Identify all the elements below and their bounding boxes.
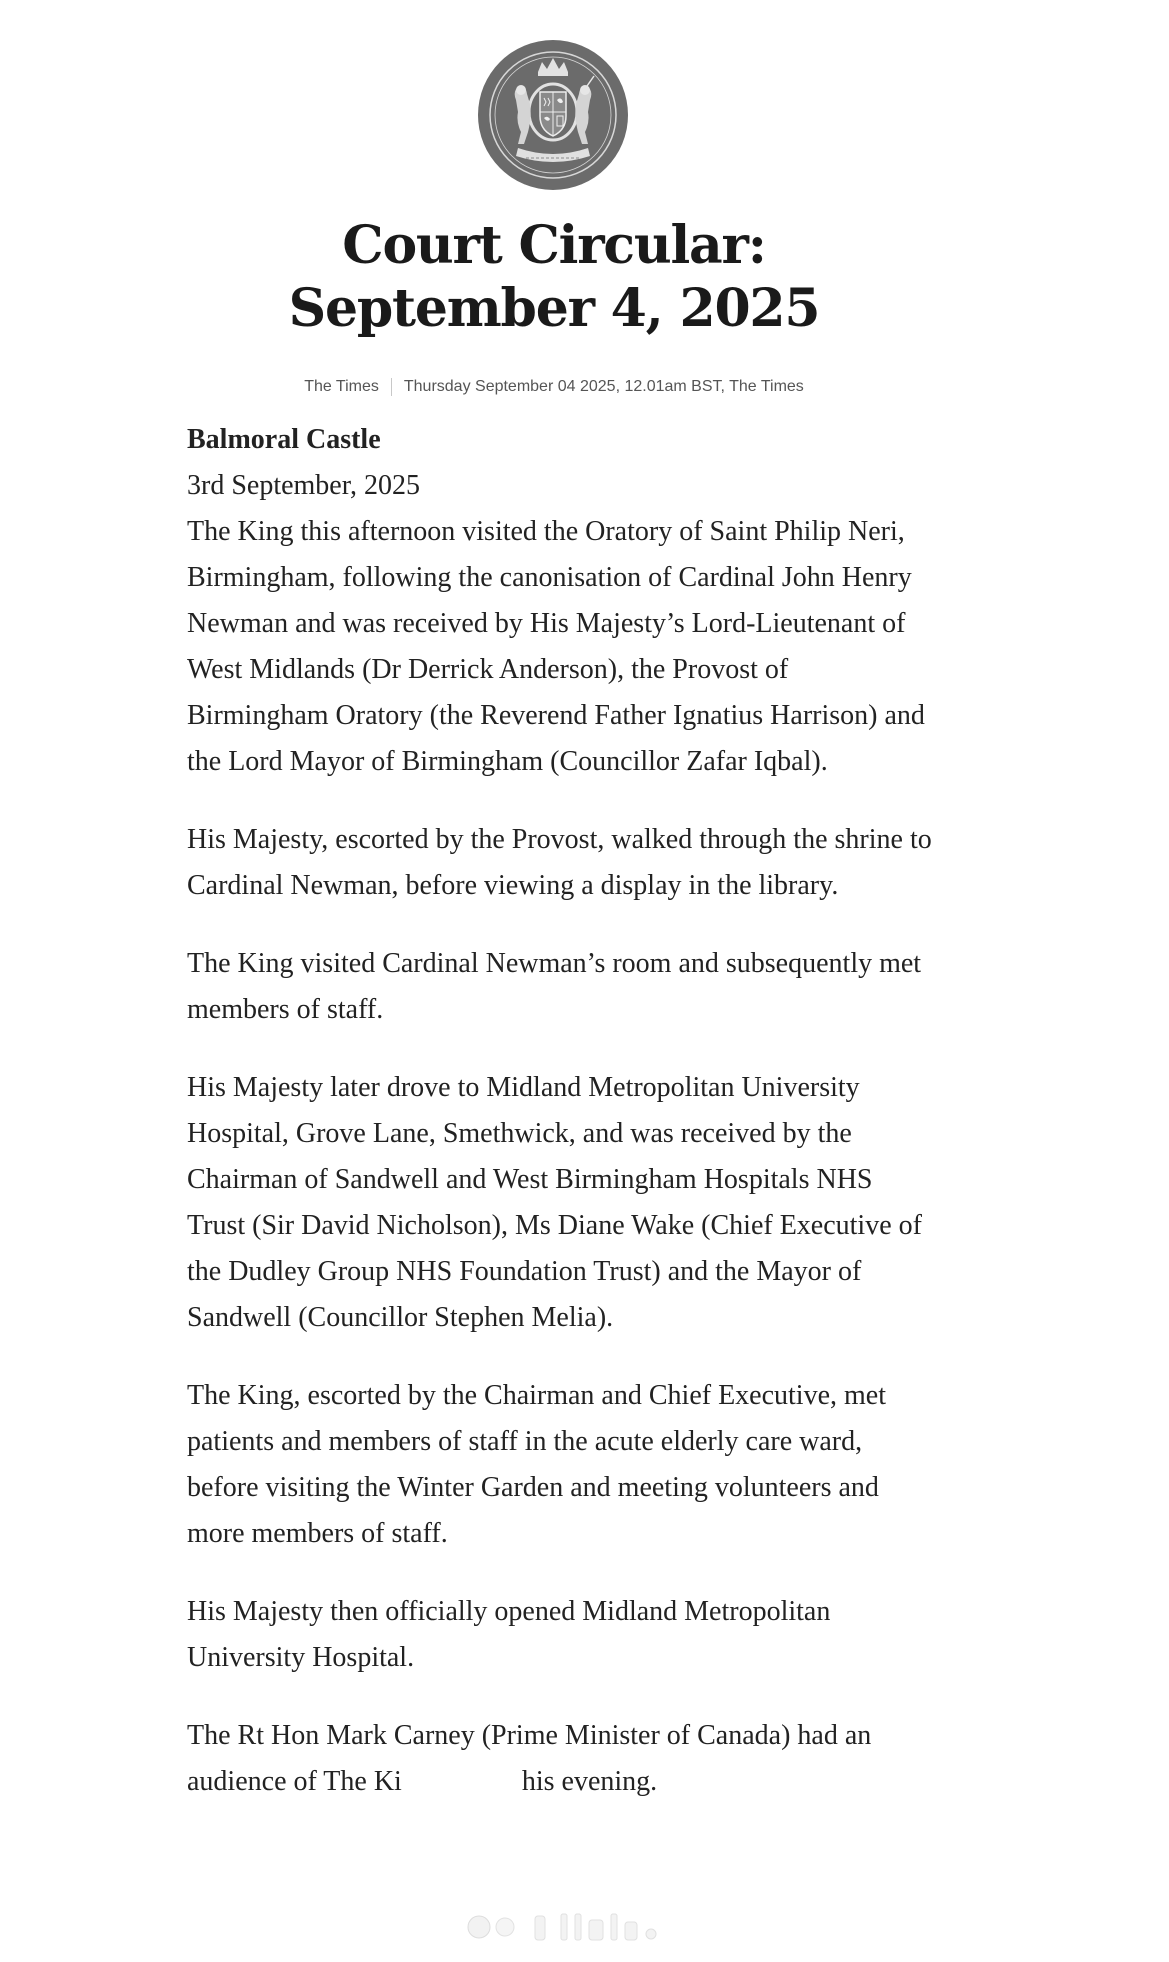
last-paragraph-end: his evening. bbox=[521, 1766, 658, 1797]
page-title: Court Circular: September 4, 2025 bbox=[288, 215, 820, 339]
byline-divider bbox=[391, 378, 392, 396]
article-location: Balmoral Castle bbox=[187, 424, 381, 455]
crest-legend bbox=[478, 190, 479, 191]
publish-dateline: Thursday September 04 2025, 12.01am BST, The Times bbox=[403, 378, 804, 395]
watermark-logo-icon bbox=[465, 1910, 705, 1944]
article-date: 3rd September, 2025 bbox=[187, 470, 420, 501]
article-paragraph: The King visited Cardinal Newman’s room and subsequently met members of staff. bbox=[187, 948, 922, 1025]
royal-coat-of-arms-icon bbox=[478, 40, 628, 190]
article-paragraph: The King, escorted by the Chairman and Chief Executive, met patients and members of staff in the acute elderly care ward, before visiting the Winter Garden and meeting volunteers and more members of staff. bbox=[187, 1380, 887, 1549]
last-paragraph-start: The Rt Hon Mark Carney (Prime Minister of Canada) had an audience of The Ki bbox=[187, 1720, 872, 1797]
article-paragraph: His Majesty, escorted by the Provost, walked through the shrine to Cardinal Newman, before viewing a display in the library. bbox=[187, 824, 932, 901]
article-paragraph: His Majesty later drove to Midland Metropolitan University Hospital, Grove Lane, Smethwick, and was received by the Chairman of Sandwell and West Birmingham Hospitals NHS Trust (Sir David Nicholson), Ms Diane Wake (Chief Executive of the Dudley Group NHS Foundation Trust) and the Mayor of Sandwell (Councillor Stephen Melia). bbox=[187, 1072, 922, 1333]
crest-graphic bbox=[478, 40, 628, 190]
byline bbox=[184, 375, 924, 399]
publisher-name[interactable]: The Times bbox=[304, 378, 379, 395]
article-body bbox=[187, 417, 932, 1837]
article-paragraph: His Majesty then officially opened Midland Metropolitan University Hospital. bbox=[187, 1596, 831, 1673]
article-paragraph: The King this afternoon visited the Oratory of Saint Philip Neri, Birmingham, following the canonisation of Cardinal John Henry Newman and was received by His Majesty’s Lord-Lieutenant of West Midlands (Dr Derrick Anderson), the Provost of Birmingham Oratory (the Reverend Father Ignatius Harrison) and the Lord Mayor of Birmingham (Councillor Zafar Iqbal). bbox=[187, 516, 925, 777]
crest-motto bbox=[478, 190, 479, 191]
article-paragraph-last bbox=[187, 1713, 932, 1805]
